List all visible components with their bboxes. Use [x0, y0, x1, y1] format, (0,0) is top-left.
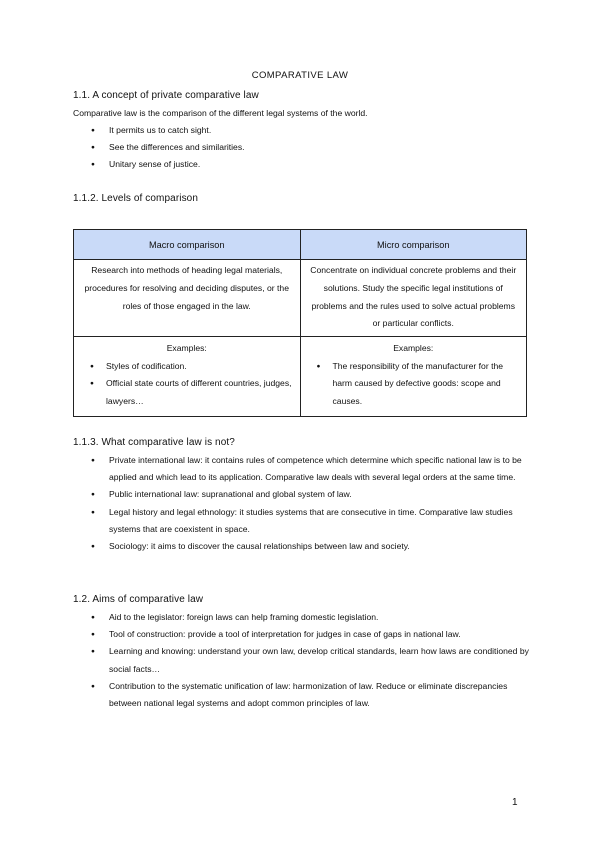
section-1-1-3-heading: 1.1.3. What comparative law is not? [73, 437, 235, 448]
list-item: ● Learning and knowing: understand your own law, develop critical standards, learn how laws are conditioned by social facts… [91, 643, 531, 677]
macro-examples-label: Examples: [166, 343, 207, 354]
table-header-row [74, 230, 527, 260]
list-item: ● Official state courts of different countries, judges, lawyers… [80, 375, 294, 410]
micro-examples-list [307, 358, 521, 411]
list-item: ● Private international law: it contains rules of competence which determine which specific national law is to be applied and which lead to its application. Comparative law deals with several legal orders at the same time. [91, 452, 531, 486]
macro-examples-cell [74, 337, 301, 417]
section-1-1-2-heading: 1.1.2. Levels of comparison [73, 193, 198, 204]
macro-examples-list [80, 358, 294, 411]
table-row [74, 337, 527, 417]
section-1-2-heading: 1.2. Aims of comparative law [73, 594, 204, 605]
list-item: ● Tool of construction: provide a tool of interpretation for judges in case of gaps in national law. [91, 626, 531, 643]
section-1-1-3-bullet-list [91, 452, 531, 555]
list-item: ● Public international law: supranational and global system of law. [91, 486, 531, 503]
list-item: ● Unitary sense of justice. [91, 156, 531, 173]
micro-comparison-header: Micro comparison [300, 230, 527, 260]
list-item: ● It permits us to catch sight. [91, 122, 531, 139]
list-item: ● See the differences and similarities. [91, 139, 531, 156]
micro-description-cell: Concentrate on individual concrete problems and their solutions. Study the specific legal institutions of problems and the rules used to solve actual problems or particular conflicts. [300, 260, 527, 337]
section-1-2-bullet-list [91, 609, 531, 712]
macro-comparison-header: Macro comparison [74, 230, 301, 260]
section-1-1-intro: Comparative law is the comparison of the different legal systems of the world. [73, 108, 368, 118]
micro-examples-label: Examples: [393, 343, 434, 354]
levels-of-comparison-table [73, 229, 527, 417]
list-item: ● The responsibility of the manufacturer for the harm caused by defective goods: scope and causes. [307, 358, 521, 411]
table-row [74, 260, 527, 337]
list-item: ● Aid to the legislator: foreign laws can help framing domestic legislation. [91, 609, 531, 626]
section-1-1-bullet-list [91, 122, 531, 174]
macro-description-cell: Research into methods of heading legal materials, procedures for resolving and deciding disputes, or the roles of those engaged in the law. [74, 260, 301, 337]
list-item: ● Contribution to the systematic unification of law: harmonization of law. Reduce or eliminate discrepancies between national legal systems and adopt common principles of law. [91, 678, 531, 712]
document-title: COMPARATIVE LAW [251, 70, 349, 81]
list-item: ● Legal history and legal ethnology: it studies systems that are consecutive in time. Comparative law studies systems that are coexistent in space. [91, 504, 531, 538]
section-1-1-heading: 1.1. A concept of private comparative law [73, 90, 259, 101]
list-item: ● Styles of codification. [80, 358, 294, 376]
micro-examples-cell [300, 337, 527, 417]
list-item: ● Sociology: it aims to discover the causal relationships between law and society. [91, 538, 531, 555]
page-number: 1 [512, 797, 518, 808]
